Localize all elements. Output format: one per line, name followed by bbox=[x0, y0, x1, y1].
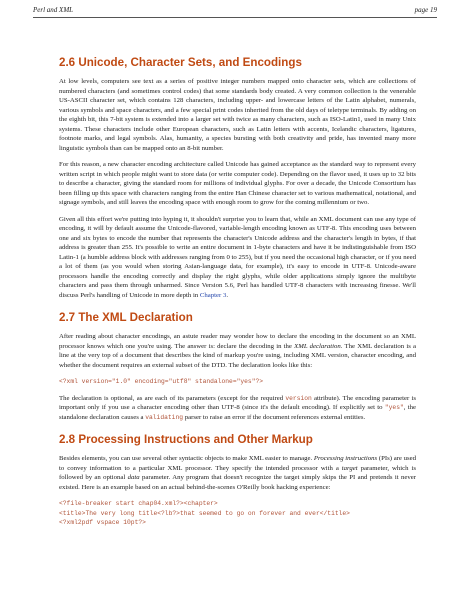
emphasis-term: XML declaration bbox=[294, 342, 341, 350]
paragraph-text: , the standalone declaration causes a bbox=[59, 404, 416, 421]
paragraph bbox=[59, 215, 416, 301]
header-rule bbox=[33, 17, 437, 18]
paragraph-text: parser to raise an error if the document references external entities. bbox=[183, 413, 366, 421]
paragraph-text: . The XML declaration is a line at the very top of a document that describes the kind of markup you're using, including XML version, character encoding, and whether the document requires an external subset of the DTD. The declaration looks like this: bbox=[59, 342, 417, 369]
paragraph-text: (PIs) are used to convey information to a particular XML processor. They specify the intended processor with a bbox=[59, 455, 416, 472]
inline-code: validating bbox=[145, 413, 184, 421]
emphasis-term: data bbox=[127, 474, 140, 481]
paragraph-text: parameter, which is followed by an optional bbox=[59, 464, 416, 481]
section-heading-unicode: 2.6 Unicode, Character Sets, and Encodings bbox=[59, 56, 302, 69]
paragraph bbox=[59, 454, 416, 492]
paragraph bbox=[59, 332, 416, 370]
code-block-processing-instructions: <?file-breaker start chap04.xml?><chapter> <title>The very long title<?lb?>that seemed to go on forever and ever</title> <?xml2pdf vspace 10pt?> bbox=[59, 500, 350, 526]
paragraph-text: parameter. Any program that doesn't recognize the target simply skips the PI and pretends it never existed. Here is an example based on an actual behind-the-scenes O'Reilly book hacking experience: bbox=[59, 474, 416, 491]
paragraph-text: The declaration is optional, as are each of its parameters (except for the required bbox=[59, 394, 286, 402]
paragraph-text: Besides elements, you can use several other syntactic objects to make XML easier to manage. bbox=[59, 455, 314, 462]
paragraph: For this reason, a new character encoding architecture called Unicode has gained acceptance as the standard way to represent every written script in which people might want to store data (or write computer code). Depending on the flavor used, it uses up to 32 bits to describe a character, giving the standard room for millions of individual glyphs. For over a decade, the Unicode Consortium has been filling up this space with characters ranging from the entire Han Chinese character set to various mathematical, notational, and signage symbols, and still leaves the encoding space with enough room to grow for the coming millennium or two. bbox=[59, 161, 416, 206]
section-heading-processing-instructions: 2.8 Processing Instructions and Other Markup bbox=[59, 433, 313, 446]
paragraph-text: After reading about character encodings, an astute reader may wonder how to declare the encoding in the document so an XML processor knows which one you're using. The answer is: declare the decoding in the bbox=[59, 333, 416, 350]
section-heading-xml-declaration: 2.7 The XML Declaration bbox=[59, 311, 193, 324]
paragraph: At low levels, computers see text as a series of positive integer numbers mapped onto character sets, which are collections of numbered characters (and sometimes control codes) that some standards body created. A very common collection is the venerable US-ASCII character set, which contains 128 characters, including upper- and lowercase letters of the Latin alphabet, numerals, various symbols and space characters, and a few special print codes inherited from the old days of teletype terminals. By adding on the eighth bit, this 7-bit system is extended into a larger set with twice as many characters, such as ISO-Latin1, used in many Unix systems. These characters include other European characters, such as Latin letters with accents, Icelandic characters, ligatures, footnote marks, and legal symbols. Alas, humanity, a species bursting with both creativity and pride, has invented many more linguistic symbols than can be mapped onto an 8-bit number. bbox=[59, 78, 416, 152]
paragraph-text: Given all this effort we're putting into hyping it, it shouldn't surprise you to learn that, while an XML document can use any type of encoding, it will by default assume the Unicode-flavored, variable-length encoding known as UTF-8. This encoding uses between one and six bytes to encode the number that represents the character's Unicode address and the character's length in bytes, if that address is greater than 255. It's possible to write an entire document in 1-byte characters and have it be indistinguishable from ISO Latin-1 (a humble address block with addresses ranging from 0 to 255), but if you need the occasional high character, or if you need a lot of them (as you would when storing Asian-language data, for example), it's easy to encode in UTF-8. Unicode-aware processors handle the encoding correctly and display the right glyphs, while older applications simply ignore the multibyte characters and pass them through unharmed. Since Version 5.6, Perl has handled UTF-8 characters with increasing finesse. We'll discuss Perl's handling of Unicode in more depth in bbox=[59, 215, 416, 299]
paragraph bbox=[59, 394, 416, 423]
inline-code: "yes" bbox=[384, 404, 404, 411]
emphasis-term: Processing instructions bbox=[313, 455, 378, 462]
paragraph-text: attribute). The encoding parameter is important only if you use a character encoding other than UTF-8 (since it's the default encoding). If explicitly set to bbox=[59, 394, 416, 411]
header-page-number: page 19 bbox=[414, 6, 437, 14]
inline-code: version bbox=[285, 394, 312, 402]
header-book-title: Perl and XML bbox=[33, 6, 74, 14]
code-block-xml-declaration: <?xml version="1.0" encoding="utf8" standalone="yes"?> bbox=[59, 378, 264, 385]
page-content bbox=[59, 56, 416, 535]
emphasis-term: target bbox=[341, 464, 358, 472]
paragraph-text: . bbox=[226, 291, 229, 299]
chapter-3-link[interactable]: Chapter 3 bbox=[199, 291, 227, 299]
